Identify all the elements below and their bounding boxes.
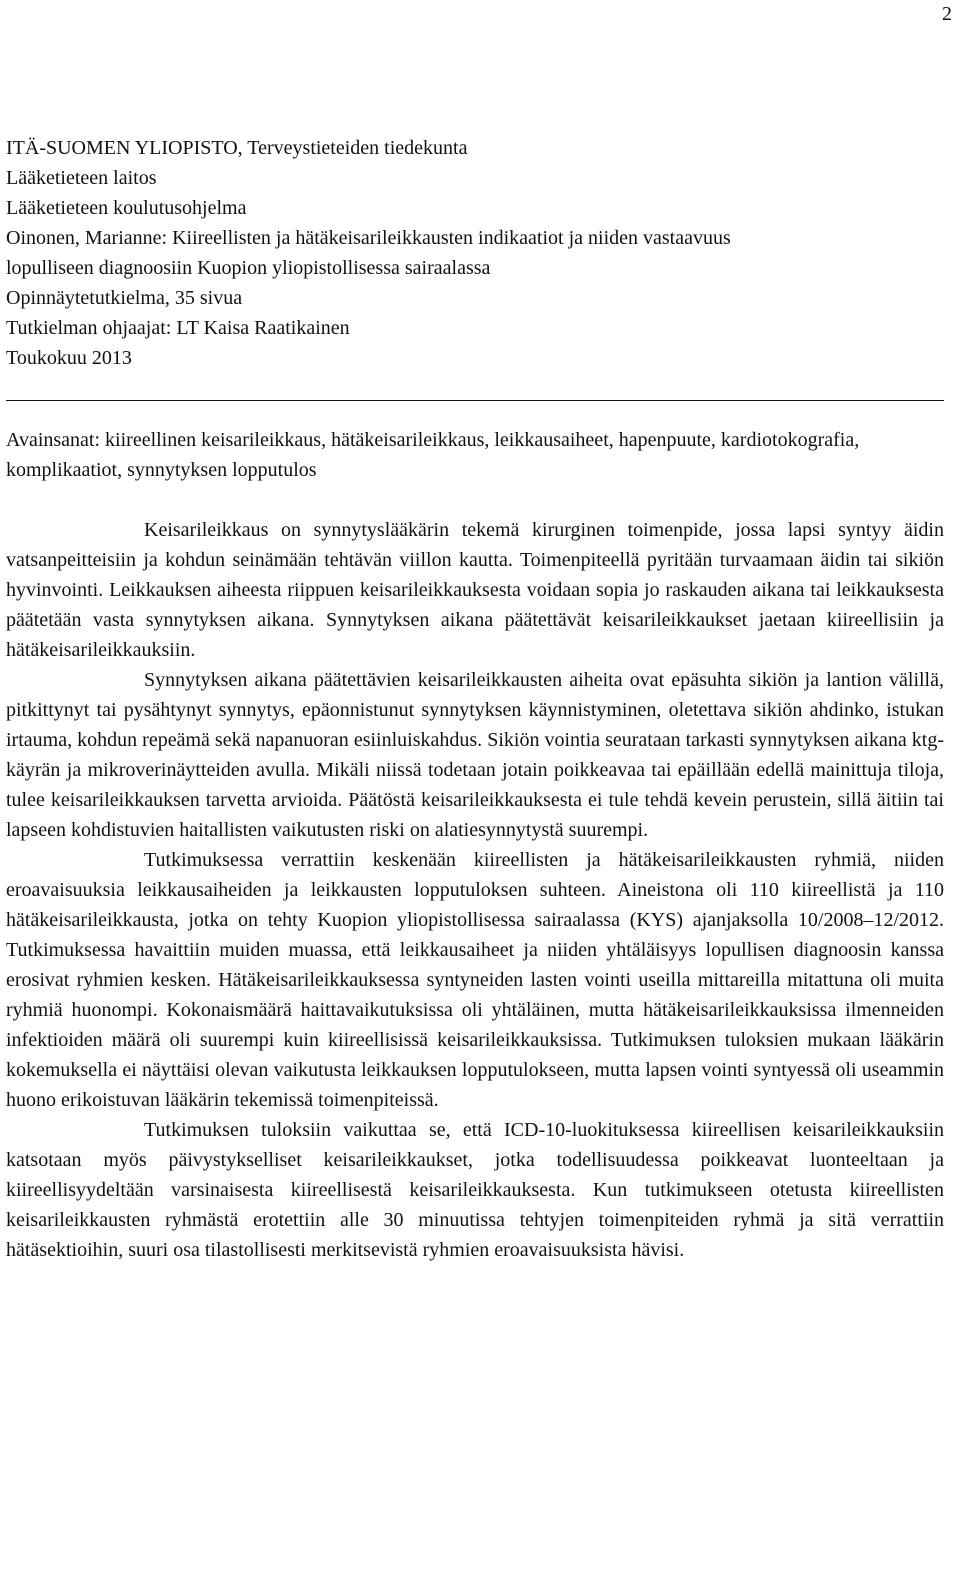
page-number: 2 — [942, 3, 952, 25]
author-title-line-2: lopulliseen diagnoosiin Kuopion yliopistollisessa sairaalassa — [6, 257, 491, 279]
title-block — [6, 133, 946, 373]
abstract-paragraph-2: Synnytyksen aikana päätettävien keisarileikkausten aiheita ovat epäsuhta sikiön ja lantion välillä, pitkittynyt tai pysähtynyt synnytys, epäonnistunut synnytyksen käynnistyminen, oletettava sikiön ahdinko, istukan irtauma, kohdun repeämä sekä napanuoran esiinluiskahdus. Sikiön vointia seurataan tarkasti synnytyksen aikana ktg-käyrän ja mikroverinäytteiden avulla. Mikäli niissä todetaan jotain poikkeavaa tai epäillään edellä mainittuja tiloja, tulee keisarileikkauksen tarvetta arvioida. Päätöstä keisarileikkauksesta ei tule tehdä kevein perustein, sillä äitiin tai lapseen kohdistuvien haitallisten vaikutusten riski on alatiesynnytystä suurempi. — [6, 669, 944, 841]
university-faculty: ITÄ-SUOMEN YLIOPISTO, Terveystieteiden tiedekunta — [6, 137, 468, 159]
supervisors: Tutkielman ohjaajat: LT Kaisa Raatikainen — [6, 317, 350, 339]
keywords: Avainsanat: kiireellinen keisarileikkaus, hätäkeisarileikkaus, leikkausaiheet, hapenpuute, kardiotokografia, komplikaatiot, synnytyksen lopputulos — [6, 429, 860, 481]
abstract-paragraph-1: Keisarileikkaus on synnytyslääkärin tekemä kirurginen toimenpide, jossa lapsi syntyy äidin vatsanpeitteisiin ja kohdun seinämään tehtävän viillon kautta. Toimenpiteellä pyritään turvaamaan äidin tai sikiön hyvinvointi. Leikkauksen aiheesta riippuen keisarileikkauksesta voidaan sopia jo raskauden aikana tai leikkauksesta päätetään vasta synnytyksen aikana. Synnytyksen aikana päätettävät keisarileikkaukset jaetaan kiireellisiin ja hätäkeisarileikkauksiin. — [6, 519, 944, 661]
abstract-paragraph-4: Tutkimuksen tuloksiin vaikuttaa se, että ICD-10-luokituksessa kiireellisen keisarileikkauksiin katsotaan myös päivystykselliset keisarileikkaukset, jotka todellisuudessa poikkeavat luonteeltaan ja kiireellisyydeltään varsinaisesta kiireellisestä keisarileikkauksesta. Kun tutkimukseen otetusta kiireellisten keisarileikkausten ryhmästä erotettiin alle 30 minuutissa tehtyjen toimenpiteiden ryhmä ja sitä verrattiin hätäsektioihin, suuri osa tilastollisesti merkitsevistä ryhmien eroavaisuuksista hävisi. — [6, 1119, 944, 1261]
degree-programme: Lääketieteen koulutusohjelma — [6, 197, 247, 219]
abstract-body — [6, 515, 944, 1265]
department: Lääketieteen laitos — [6, 167, 157, 189]
date: Toukokuu 2013 — [6, 347, 132, 369]
abstract-paragraph-3: Tutkimuksessa verrattiin keskenään kiireellisten ja hätäkeisarileikkausten ryhmiä, niiden eroavaisuuksia leikkausaiheiden ja leikkausten lopputuloksen suhteen. Aineistona oli 110 kiireellistä ja 110 hätäkeisarileikkausta, jotka on tehty Kuopion yliopistollisessa sairaalassa (KYS) ajanjaksolla 10/2008–12/2012. Tutkimuksessa havaittiin muiden muassa, että leikkausaiheet ja niiden yhtäläisyys lopullisen diagnoosin kanssa erosivat ryhmien kesken. Hätäkeisarileikkauksessa syntyneiden lasten vointi useilla mittareilla mitattuna oli muita ryhmiä huonompi. Kokonaismäärä haittavaikutuksissa oli yhtäläinen, mutta hätäkeisarileikkauksissa ilmenneiden infektioiden määrä oli suurempi kuin kiireellisissä keisarileikkauksissa. Tutkimuksen tuloksien mukaan lääkärin kokemuksella ei näyttäisi olevan vaikutusta leikkauksen lopputulokseen, mutta lapsen vointi syntyessä oli useammin huono erikoistuvan lääkärin tekemissä toimenpiteissä. — [6, 849, 944, 1111]
author-title-line-1: Oinonen, Marianne: Kiireellisten ja hätäkeisarileikkausten indikaatiot ja niiden vastaavuus — [6, 227, 731, 249]
thesis-type: Opinnäytetutkielma, 35 sivua — [6, 287, 243, 309]
horizontal-rule — [6, 400, 944, 401]
